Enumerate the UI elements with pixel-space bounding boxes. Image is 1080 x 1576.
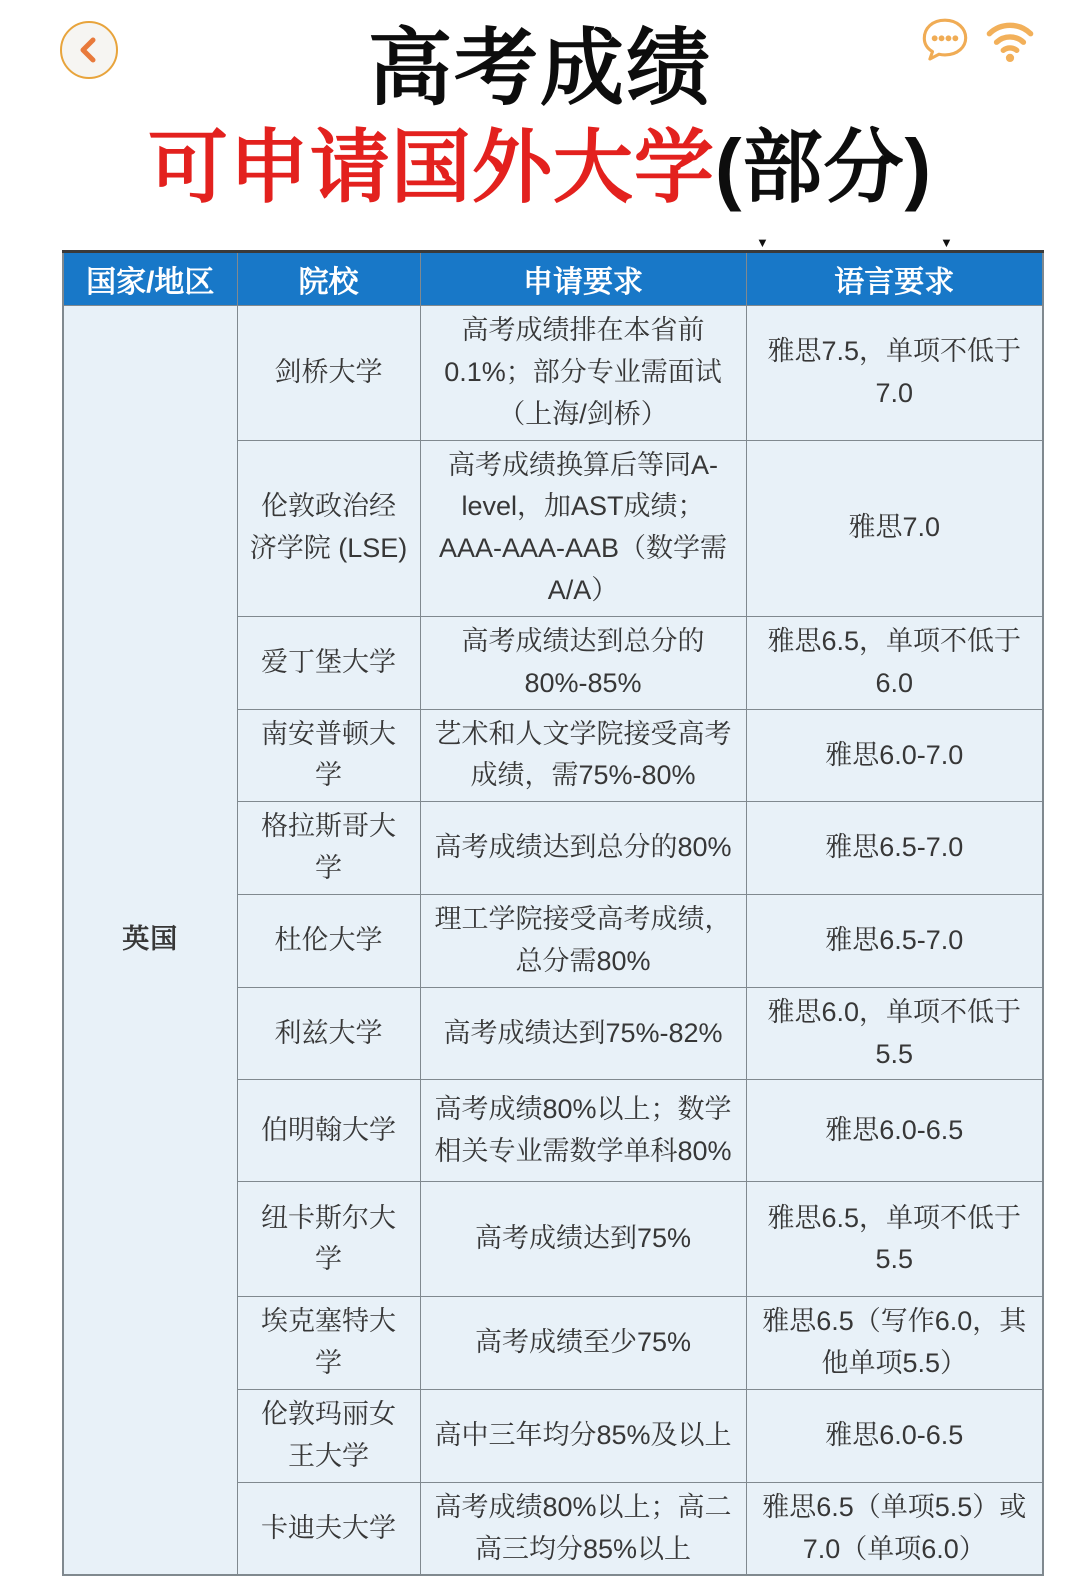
requirement-cell: 高考成绩换算后等同A-level，加AST成绩；AAA-AAA-AAB（数学需A/A） <box>420 440 746 616</box>
table-row <box>63 306 1043 441</box>
school-cell: 利兹大学 <box>237 987 420 1080</box>
page-title: 高考成绩 <box>367 21 712 115</box>
col-header-language: 语言要求 <box>746 252 1043 306</box>
school-cell: 杜伦大学 <box>237 894 420 987</box>
language-cell: 雅思6.0-6.5 <box>746 1080 1043 1182</box>
language-cell: 雅思6.0-6.5 <box>746 1390 1043 1483</box>
universities-table <box>62 250 1044 1576</box>
language-cell: 雅思6.5，单项不低于5.5 <box>746 1182 1043 1297</box>
requirement-cell: 理工学院接受高考成绩，总分需80% <box>420 894 746 987</box>
school-cell: 爱丁堡大学 <box>237 616 420 709</box>
school-cell: 纽卡斯尔大学 <box>237 1182 420 1297</box>
col-header-requirement: 申请要求 <box>420 252 746 306</box>
school-cell: 埃克塞特大学 <box>237 1297 420 1390</box>
language-cell: 雅思7.0 <box>746 440 1043 616</box>
school-cell: 南安普顿大学 <box>237 709 420 802</box>
requirement-cell: 高中三年均分85%及以上 <box>420 1390 746 1483</box>
requirement-cell: 高考成绩达到总分的80%-85% <box>420 616 746 709</box>
subtitle-paren-text: (部分) <box>714 123 933 213</box>
school-cell: 剑桥大学 <box>237 306 420 441</box>
triangle-marker-icon: ▼ <box>940 235 953 250</box>
col-header-school: 院校 <box>237 252 420 306</box>
school-cell: 格拉斯哥大学 <box>237 802 420 895</box>
language-cell: 雅思6.5-7.0 <box>746 802 1043 895</box>
requirement-cell: 高考成绩达到75% <box>420 1182 746 1297</box>
requirement-cell: 艺术和人文学院接受高考成绩，需75%-80% <box>420 709 746 802</box>
requirement-cell: 高考成绩至少75% <box>420 1297 746 1390</box>
back-button[interactable] <box>60 21 118 79</box>
requirement-cell: 高考成绩80%以上；高二高三均分85%以上 <box>420 1482 746 1575</box>
requirement-cell: 高考成绩80%以上；数学相关专业需数学单科80% <box>420 1080 746 1182</box>
top-bar <box>0 0 1080 90</box>
page-subtitle <box>0 114 1080 212</box>
wifi-icon <box>984 16 1036 64</box>
subtitle-red-text: 可申请国外大学 <box>147 123 715 213</box>
language-cell: 雅思6.5（写作6.0，其他单项5.5） <box>746 1297 1043 1390</box>
requirement-cell: 高考成绩排在本省前0.1%；部分专业需面试（上海/剑桥） <box>420 306 746 441</box>
chevron-left-icon <box>72 33 106 67</box>
requirement-cell: 高考成绩达到总分的80% <box>420 802 746 895</box>
language-cell: 雅思6.0，单项不低于5.5 <box>746 987 1043 1080</box>
triangle-marker-icon: ▼ <box>756 235 769 250</box>
requirement-cell: 高考成绩达到75%-82% <box>420 987 746 1080</box>
chat-bubble-icon[interactable] <box>920 16 970 64</box>
school-cell: 卡迪夫大学 <box>237 1482 420 1575</box>
header-row <box>63 252 1043 306</box>
col-header-region: 国家/地区 <box>63 252 237 306</box>
school-cell: 伦敦玛丽女王大学 <box>237 1390 420 1483</box>
region-cell: 英国 <box>63 306 237 1576</box>
language-cell: 雅思6.0-7.0 <box>746 709 1043 802</box>
school-cell: 伯明翰大学 <box>237 1080 420 1182</box>
language-cell: 雅思6.5-7.0 <box>746 894 1043 987</box>
language-cell: 雅思7.5，单项不低于7.0 <box>746 306 1043 441</box>
language-cell: 雅思6.5，单项不低于6.0 <box>746 616 1043 709</box>
language-cell: 雅思6.5（单项5.5）或7.0（单项6.0） <box>746 1482 1043 1575</box>
school-cell: 伦敦政治经济学院 (LSE) <box>237 440 420 616</box>
